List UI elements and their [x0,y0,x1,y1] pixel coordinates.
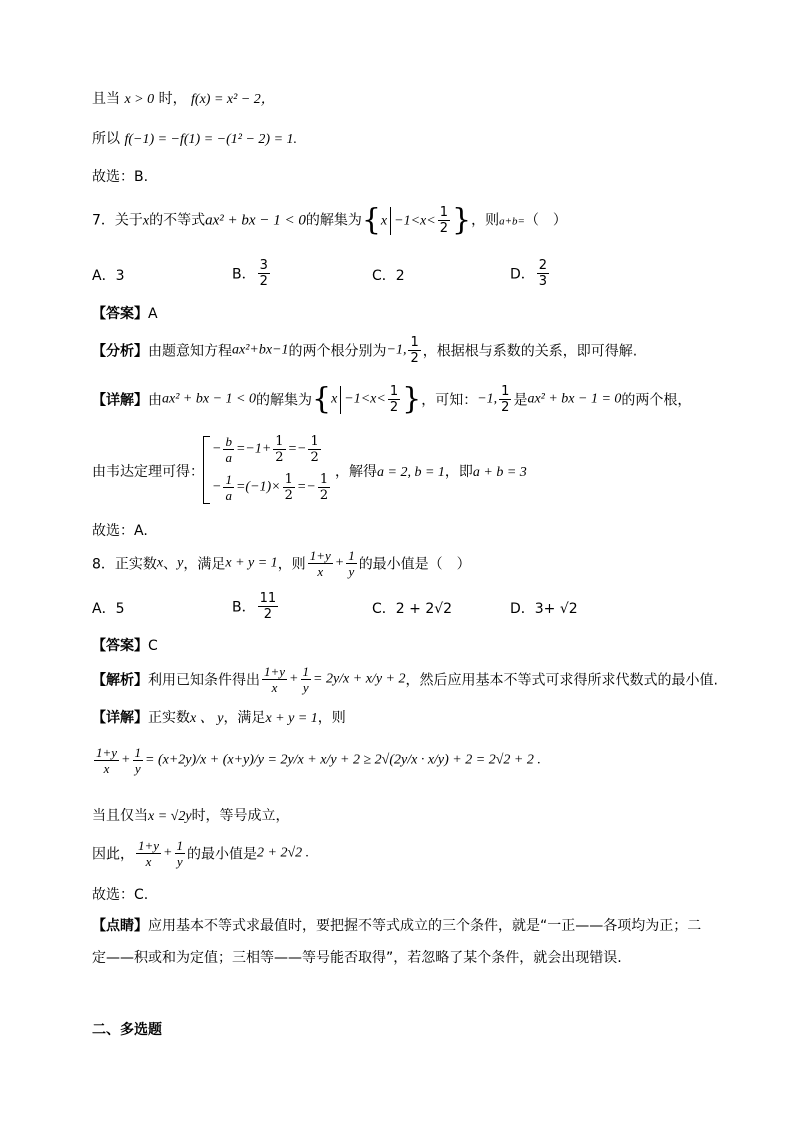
text-line: 因此， $\frac{1+y}{x}$ + $\frac{1}{y}$ 的最小值是2 + 2√2 . [92,838,310,869]
text: 的不等式 [149,212,206,229]
vieta-prefix: 由韦达定理可得： [92,464,204,480]
set-brace: } [451,202,472,238]
detail-line: 【详解】正实数x 、 y，满足x + y = 1，则 [92,710,346,726]
inequality-chain: $\frac{1+y}{x}$ + $\frac{1}{y}$ = (x+2y)/x + (x+y)/y = 2y/x + x/y + 2 ≥ 2√(2y/x · x/y) + 2 = 2√2 + 2 . [96,745,541,776]
text: 所以 [92,131,120,147]
vieta-result: ，解得a = 2, b = 1，即a + b = 3 [335,464,527,480]
system-brace [203,436,210,504]
fraction: $\frac{1}{2}$ [439,205,448,236]
text: 7．关于 [92,212,143,229]
math: x > 0 [124,92,155,107]
text: 的解集为 [305,212,362,229]
vieta-row-2: − $\frac{1}{a}$ =(−1)× $\frac{1}{2}$ =− $\frac{1}{2}$ [212,472,329,503]
question-7 [92,202,567,238]
math: −1<x< [394,213,436,229]
question-8: 8．正实数x、y，满足x + y = 1，则 $\frac{1+y}{x}$ + $\frac{1}{y}$ 的最小值是（ ） [92,548,471,579]
text: 时， [158,91,187,107]
answer-line: 【答案】A [92,306,158,322]
math: a+b= [499,215,525,228]
option-d: D． $\frac{2}{3}$ [510,258,548,289]
option-b: B． $\frac{11}{2}$ [232,591,277,622]
detail-line: 【详解】由ax² + bx − 1 < 0的解集为{x −1<x< $\frac{1}{2}$ }，可知：−1, $\frac{1}{2}$ 是ax² + bx − 1 = 0的两个根， [92,381,692,417]
text: 且当 [92,91,120,107]
text-line: 故选：B. [92,169,149,185]
note-line-1: 【点睛】应用基本不等式求最值时，要把握不等式成立的三个条件，就是“一正——各项均为正；二 [92,918,702,934]
text: ，则 [471,212,500,229]
set-bar [390,207,391,235]
option-b: B． $\frac{3}{2}$ [232,258,268,289]
option-c: C．2 [372,268,405,284]
option-c: C．2 + 2√2 [372,601,453,617]
text: （ ） [524,212,567,229]
text-line: 当且仅当x = √2y时，等号成立， [92,808,290,824]
analysis-line: 【分析】由题意知方程ax²+bx−1的两个根分别为−1, $\frac{1}{2}$ ，根据根与系数的关系，即可得解. [92,335,638,366]
option-a: A．3 [92,268,125,284]
answer-line: 【答案】C [92,638,158,654]
text-line [92,128,297,148]
text-line: 故选：C. [92,887,149,903]
option-d: D．3+ √2 [510,601,578,617]
text-line [92,88,275,108]
analysis-line: 【解析】利用已知条件得出 $\frac{1+y}{x}$ + $\frac{1}{y}$ = 2y/x + x/y + 2，然后应用基本不等式可求得所求代数式的最小值. [92,664,718,695]
vieta-row-1: − $\frac{b}{a}$ =−1+ $\frac{1}{2}$ =− $\frac{1}{2}$ [212,434,319,465]
option-a: A．5 [92,601,125,617]
note-line-2: 定——积或和为定值；三相等——等号能否取得”，若忽略了某个条件，就会出现错误. [92,950,622,966]
section-heading: 二、多选题 [92,1022,162,1038]
math: f(−1) = −f(1) = −(1² − 2) = 1. [124,132,298,147]
math: f(x) = x² − 2， [191,92,275,107]
math: ax² + bx − 1 < 0 [205,212,306,229]
set-brace: { [361,202,381,238]
text-line: 故选：A. [92,523,148,539]
math: x [142,213,150,229]
math: x [380,213,388,229]
